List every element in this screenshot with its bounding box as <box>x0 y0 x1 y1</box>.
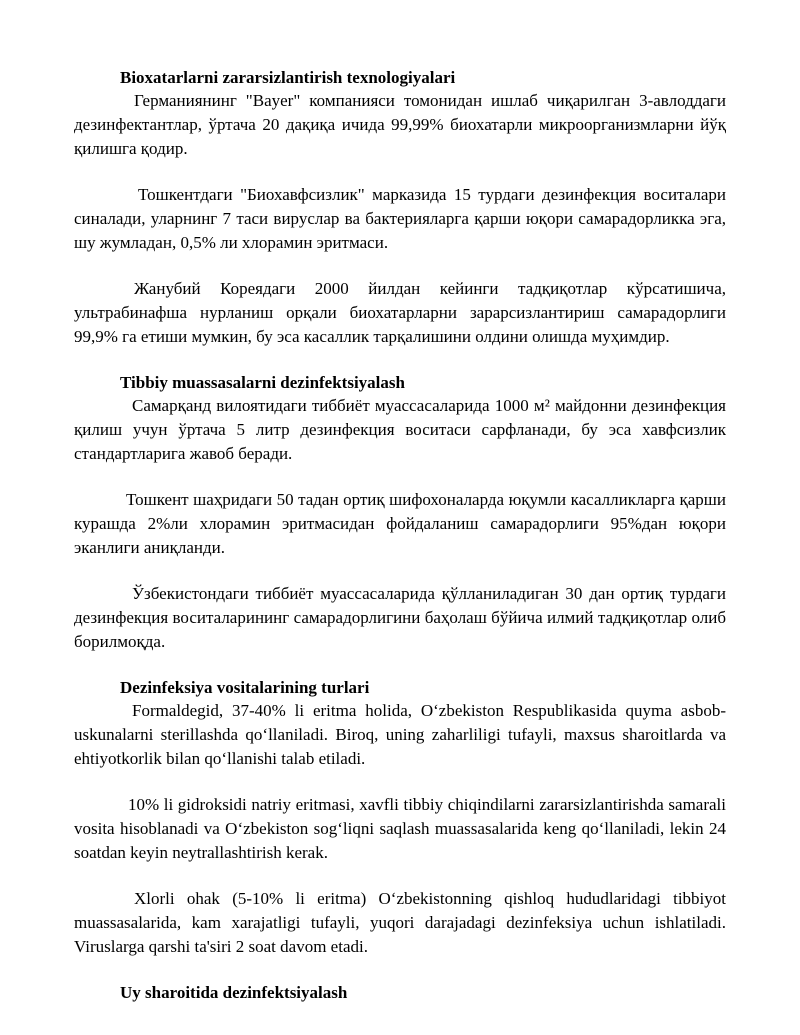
document-page <box>74 66 726 1004</box>
paragraph: Formaldegid, 37-40% li eritma holida, O‘zbekiston Respublikasida quyma asbob-uskunalarni sterillashda qo‘llaniladi. Biroq, uning zaharliligi tufayli, maxsus sharoitlarda va ehtiyotkorlik bilan qo‘llanishi talab etiladi. <box>74 701 726 768</box>
paragraph: Тошкентдаги "Биохавфсизлик" марказида 15 турдаги дезинфекция воситалари синалади, уларнинг 7 таси вируслар ва бактерияларга қарши юқори самарадорликка эга, шу жумладан, 0,5% ли хлорамин эритмаси. <box>74 185 726 252</box>
paragraph: Ўзбекистондаги тиббиёт муассасаларида қўлланиладиган 30 дан ортиқ турдаги дезинфекция воситаларининг самарадорлигини баҳолаш бўйича илмий тадқиқотлар олиб борилмоқда. <box>74 584 726 651</box>
paragraph: Германиянинг "Bayer" компанияси томонидан ишлаб чиқарилган 3-авлоддаги дезинфектантлар, ўртача 20 дақиқа ичида 99,99% биохатарли микроорганизмларни йўқ қилишга қодир. <box>74 91 726 158</box>
paragraph: Самарқанд вилоятидаги тиббиёт муассасаларида 1000 м² майдонни дезинфекция қилиш учун ўртача 5 литр дезинфекция воситаси сарфланади, бу эса хавфсизлик стандартларига жавоб беради. <box>74 396 726 463</box>
section-heading: Bioxatarlarni zararsizlantirish texnologiyalari <box>120 68 456 87</box>
paragraph: Xlorli ohak (5-10% li eritma) O‘zbekistonning qishloq hududlaridagi tibbiyot muassasalarida, kam xarajatligi tufayli, yuqori darajadagi dezinfeksiya uchun ishlatiladi. Viruslarga qarshi ta'siri 2 soat davom etadi. <box>74 889 726 956</box>
paragraph: Жанубий Кореядаги 2000 йилдан кейинги тадқиқотлар кўрсатишича, ультрабинафша нурланиш орқали биохатарларни зарарсизлантириш самарадорлиги 99,9% га етиши мумкин, бу эса касаллик тарқалишини олдини олишда муҳимдир. <box>74 279 726 346</box>
section-heading: Uy sharoitida dezinfektsiyalash <box>120 983 348 1002</box>
paragraph: 10% li gidroksidi natriy eritmasi, xavfli tibbiy chiqindilarni zararsizlantirishda samarali vosita hisoblanadi va O‘zbekiston sog‘liqni saqlash muassasalarida keng qo‘llaniladi, lekin 24 soatdan keyin neytrallashtirish kerak. <box>74 795 726 862</box>
section-heading: Dezinfeksiya vositalarining turlari <box>120 678 370 697</box>
section-heading: Tibbiy muassasalarni dezinfektsiyalash <box>120 373 405 392</box>
paragraph: Тошкент шаҳридаги 50 тадан ортиқ шифохоналарда юқумли касалликларга қарши курашда 2%ли хлорамин эритмасидан фойдаланиш самарадорлиги 95%дан юқори эканлиги аниқланди. <box>74 490 726 557</box>
